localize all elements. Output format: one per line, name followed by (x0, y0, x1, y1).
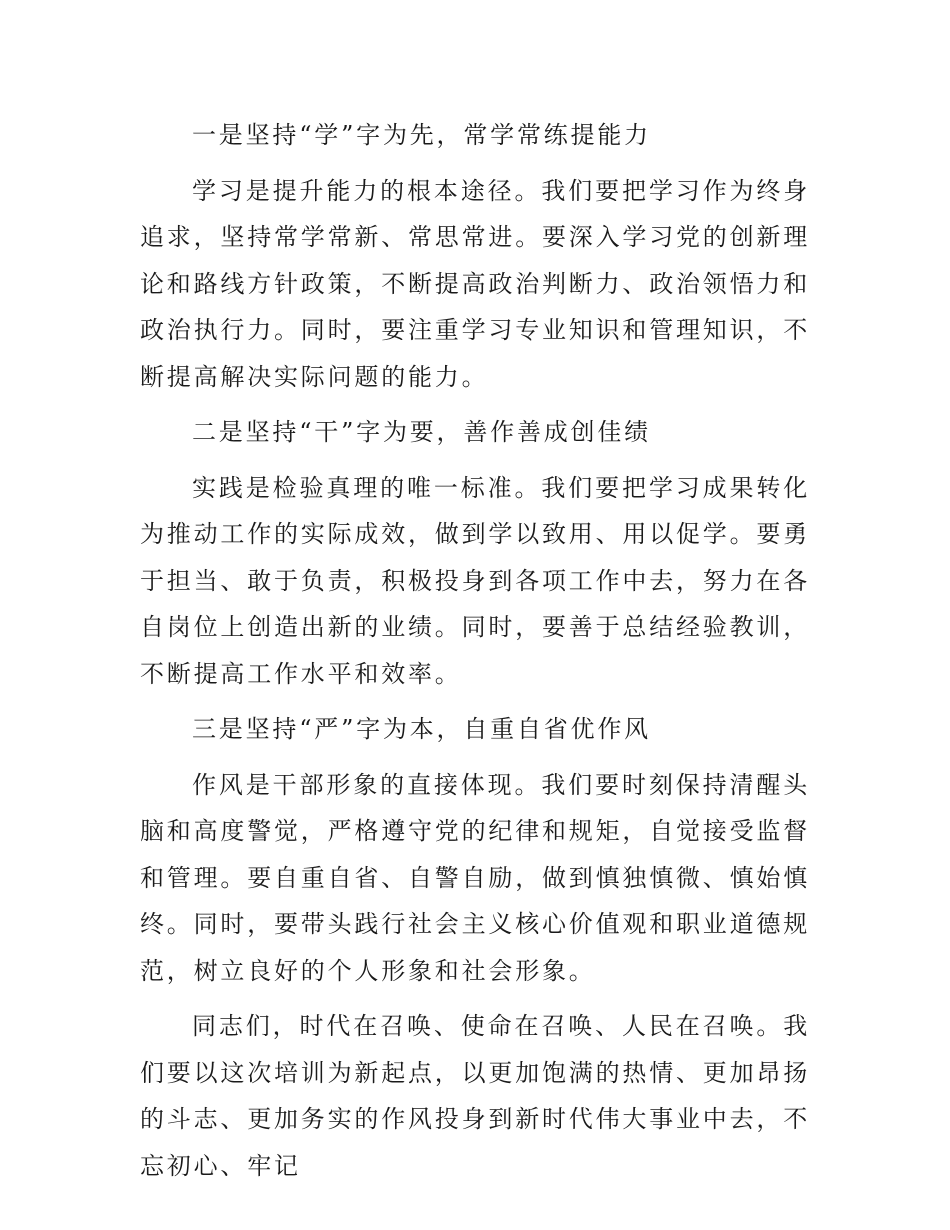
section-heading-2: 二是坚持“干”字为要，善作善成创佳绩 (192, 418, 651, 446)
section-heading-1: 一是坚持“学”字为先，常学常练提能力 (192, 121, 651, 149)
body-paragraph-2: 实践是检验真理的唯一标准。我们要把学习成果转化为推动工作的实际成效，做到学以致用、用以促学。要勇于担当、敢于负责，积极投身到各项工作中去，努力在各自岗位上创造出新的业绩。同时，要善于总结经验教训，不断提高工作水平和效率。 (140, 473, 810, 688)
body-paragraph-1: 学习是提升能力的根本途径。我们要把学习作为终身追求，坚持常学常新、常思常进。要深入学习党的创新理论和路线方针政策，不断提高政治判断力、政治领悟力和政治执行力。同时，要注重学习专业知识和管理知识，不断提高解决实际问题的能力。 (140, 176, 810, 391)
section-heading-3: 三是坚持“严”字为本，自重自省优作风 (192, 715, 651, 743)
document-page (140, 112, 810, 1198)
body-paragraph-3: 作风是干部形象的直接体现。我们要时刻保持清醒头脑和高度警觉，严格遵守党的纪律和规矩，自觉接受监督和管理。要自重自省、自警自励，做到慎独慎微、慎始慎终。同时，要带头践行社会主义核心价值观和职业道德规范，树立良好的个人形象和社会形象。 (140, 770, 810, 985)
closing-paragraph: 同志们，时代在召唤、使命在召唤、人民在召唤。我们要以这次培训为新起点，以更加饱满的热情、更加昂扬的斗志、更加务实的作风投身到新时代伟大事业中去，不忘初心、牢记 (140, 1012, 810, 1180)
